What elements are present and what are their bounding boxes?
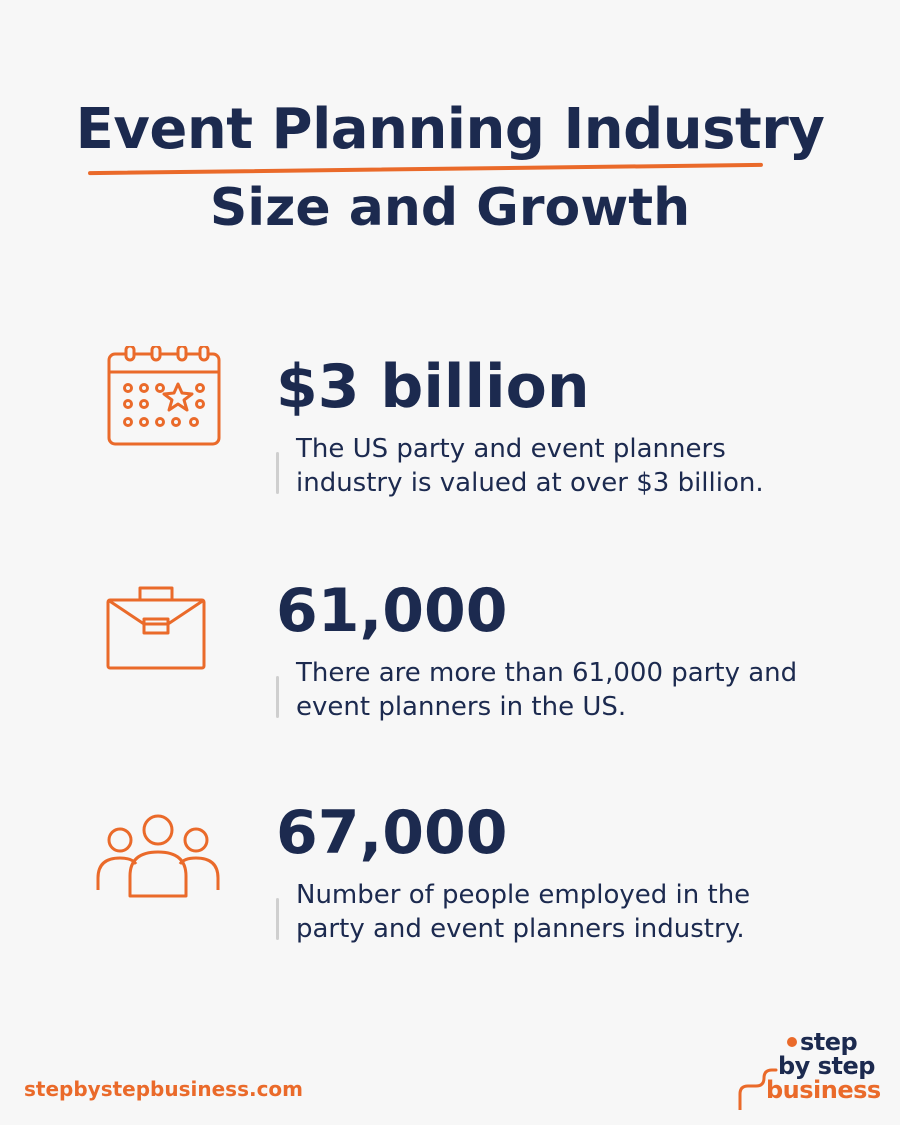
stat-item: [0, 576, 900, 756]
page-title: Event Planning Industry: [75, 97, 825, 162]
stat-item: [0, 352, 900, 532]
page-subtitle: Size and Growth: [209, 178, 691, 238]
stat-description: Number of people employed in the party and event planners industry.: [296, 880, 751, 944]
stat-value: $3 billion: [276, 352, 590, 422]
calendar-icon: [96, 346, 226, 466]
logo-text-line: by step: [778, 1052, 875, 1080]
logo-text-line: step: [800, 1028, 858, 1056]
header: [0, 96, 900, 164]
people-group-icon: [96, 804, 226, 924]
stat-item: [0, 798, 900, 978]
divider: [276, 452, 279, 494]
logo-text-line: business: [766, 1076, 881, 1104]
stat-value: 67,000: [276, 798, 508, 868]
divider: [276, 676, 279, 718]
divider: [276, 898, 279, 940]
title-underline: [88, 163, 763, 175]
stat-description: There are more than 61,000 party and event planners in the US.: [296, 658, 798, 722]
brand-logo: [736, 1028, 881, 1110]
briefcase-icon: [96, 582, 226, 702]
stat-description: The US party and event planners industry is valued at over $3 billion.: [296, 434, 764, 498]
stat-value: 61,000: [276, 576, 508, 646]
footer-website-link[interactable]: stepbystepbusiness.com: [24, 1077, 304, 1101]
